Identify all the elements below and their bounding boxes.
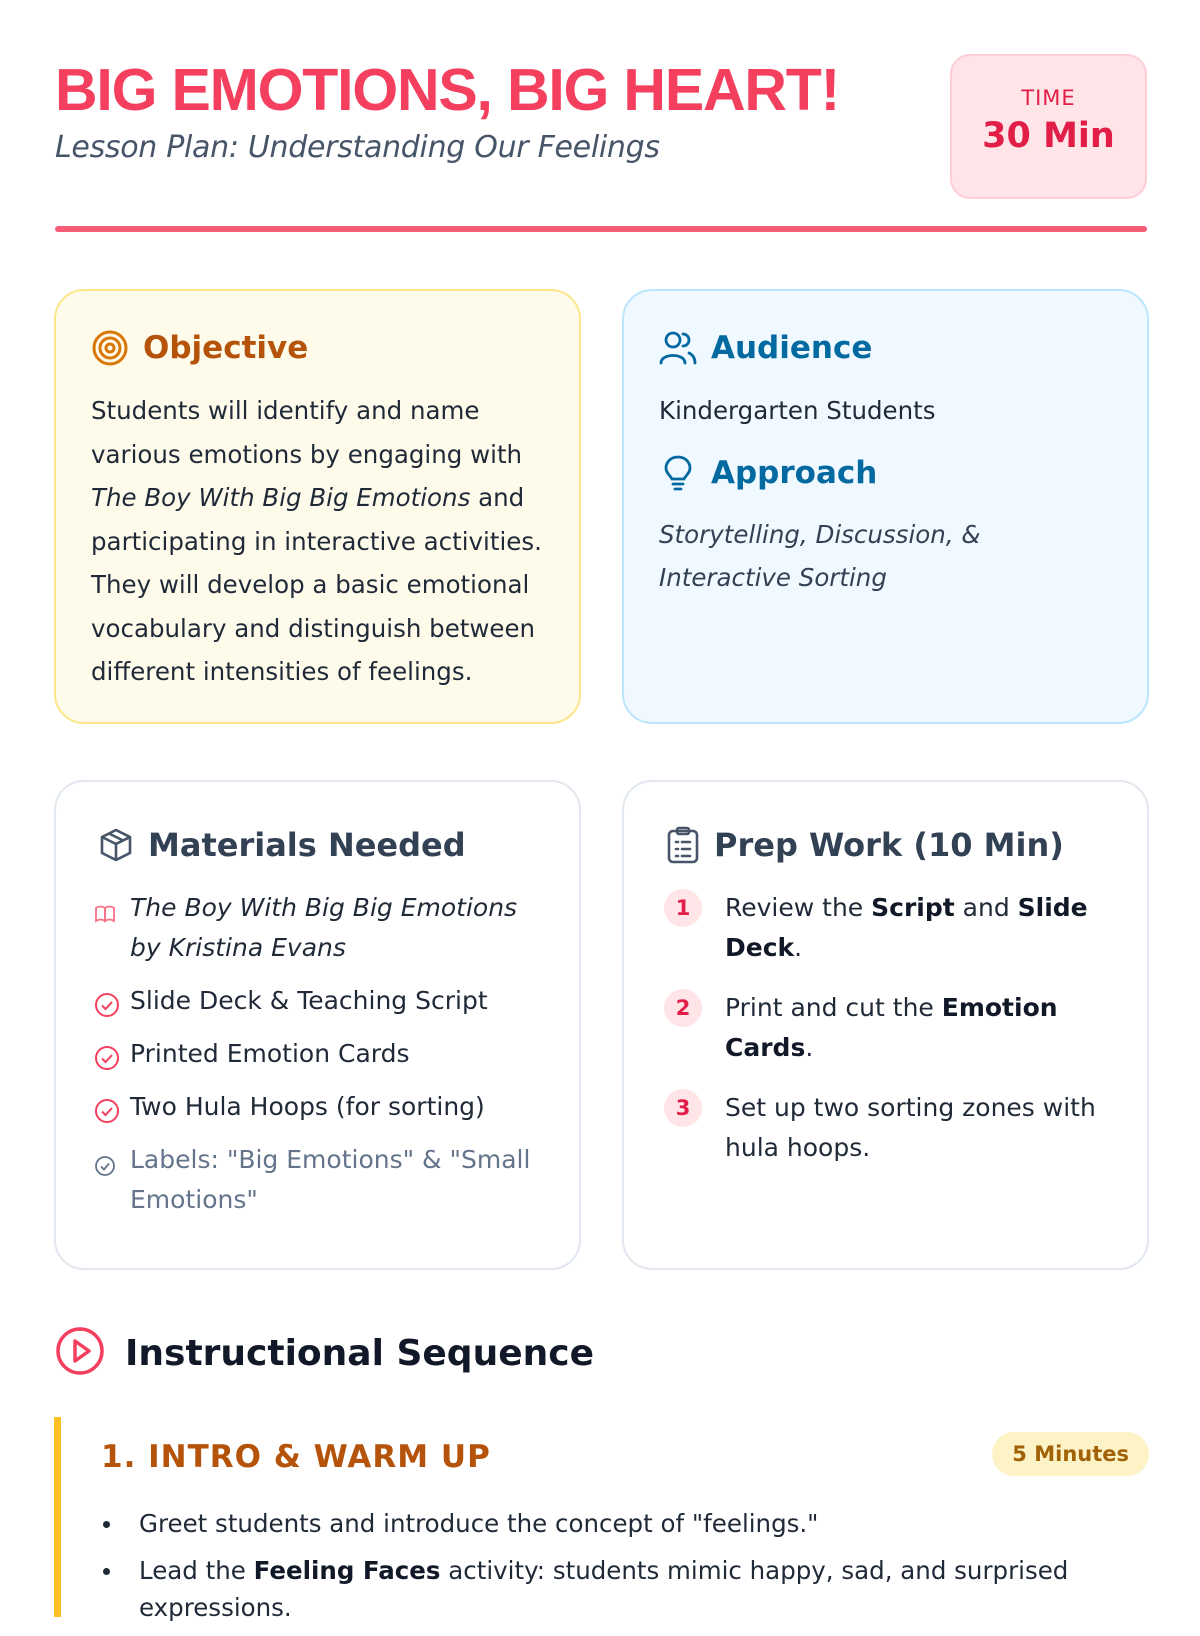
prep-list — [664, 888, 1104, 1188]
check-circle-icon — [94, 990, 120, 1030]
list-item — [94, 981, 534, 1021]
materials-header — [98, 826, 466, 864]
objective-book-title: The Boy With Big Big Emotions — [91, 483, 471, 512]
prep-bold: Slide Deck — [725, 893, 1088, 962]
prep-text: . — [805, 1033, 814, 1062]
time-label: TIME — [1021, 86, 1076, 110]
sequence-step — [54, 1417, 1149, 1622]
material-text: Labels: "Big Emotions" & "Small Emotions" — [130, 1145, 531, 1214]
lightbulb-icon — [659, 454, 697, 492]
check-circle-icon — [94, 1149, 116, 1189]
material-text: Slide Deck & Teaching Script — [130, 986, 488, 1015]
check-circle-icon — [94, 1043, 120, 1083]
step-text: activity: students mimic happy, sad, and surprised expressions. — [139, 1556, 1069, 1622]
list-item — [94, 1140, 534, 1220]
list-item — [664, 1088, 1104, 1168]
prep-text: Set up two sorting zones with hula hoops. — [725, 1093, 1096, 1162]
list-item — [664, 888, 1104, 968]
materials-title: Materials Needed — [148, 826, 466, 864]
objective-text-part2: and participating in interactive activities. They will develop a basic emotional vocabulary and distinguish between different intensities of feelings. — [91, 483, 542, 686]
audience-card — [622, 289, 1149, 724]
materials-list — [94, 888, 534, 1233]
prep-card — [622, 780, 1149, 1270]
check-circle-icon — [94, 1096, 120, 1136]
material-text: Printed Emotion Cards — [130, 1039, 410, 1068]
step-text: Lead the — [139, 1556, 254, 1585]
prep-text: Print and cut the — [725, 993, 942, 1022]
prep-bold: Emotion Cards — [725, 993, 1058, 1062]
prep-text: . — [794, 933, 803, 962]
prep-header — [666, 826, 1064, 864]
prep-text: and — [954, 893, 1018, 922]
sequence-header — [55, 1326, 594, 1380]
header-divider — [55, 226, 1147, 232]
list-item — [94, 1087, 534, 1127]
approach-title: Approach — [711, 455, 878, 491]
list-item — [94, 888, 534, 968]
material-text: Two Hula Hoops (for sorting) — [130, 1092, 485, 1121]
page-subtitle: Lesson Plan: Understanding Our Feelings — [55, 130, 660, 165]
prep-text: Review the — [725, 893, 872, 922]
list-item — [94, 1034, 534, 1074]
step-list — [101, 1505, 1111, 1636]
objective-text-part1: Students will identify and name various emotions by engaging with — [91, 396, 523, 469]
step-title: 1. INTRO & WARM UP — [101, 1439, 491, 1475]
material-text: The Boy With Big Big Emotions by Kristina Evans — [130, 893, 518, 962]
prep-title: Prep Work (10 Min) — [714, 826, 1064, 864]
objective-title: Objective — [143, 330, 309, 366]
audience-text: Kindergarten Students — [659, 396, 936, 425]
audience-header — [659, 329, 872, 367]
list-item — [101, 1552, 1111, 1626]
header — [55, 54, 1147, 234]
approach-header — [659, 454, 877, 492]
objective-card — [54, 289, 581, 724]
target-icon — [91, 329, 129, 367]
prep-bold: Script — [871, 893, 955, 922]
step-bold: Feeling Faces — [253, 1556, 441, 1585]
users-icon — [659, 329, 697, 367]
audience-title: Audience — [711, 330, 873, 366]
objective-header — [91, 329, 308, 367]
page-title: BIG EMOTIONS, BIG HEART! — [55, 57, 840, 123]
step-number: 2 — [664, 989, 702, 1027]
step-number: 3 — [664, 1089, 702, 1127]
book-icon — [94, 897, 116, 937]
step-text: Greet students and introduce the concept of "feelings." — [139, 1509, 819, 1538]
time-badge — [950, 54, 1147, 199]
approach-text: Storytelling, Discussion, & Interactive Sorting — [659, 520, 981, 592]
materials-card — [54, 780, 581, 1270]
objective-text — [91, 389, 551, 694]
time-value: 30 Min — [982, 116, 1115, 156]
sequence-title: Instructional Sequence — [125, 1332, 595, 1374]
list-item — [664, 988, 1104, 1068]
list-item — [101, 1505, 1111, 1542]
duration-badge: 5 Minutes — [992, 1432, 1149, 1476]
play-circle-icon — [55, 1326, 105, 1380]
step-number: 1 — [664, 889, 702, 927]
box-icon — [98, 827, 134, 863]
clipboard-icon — [666, 826, 700, 864]
